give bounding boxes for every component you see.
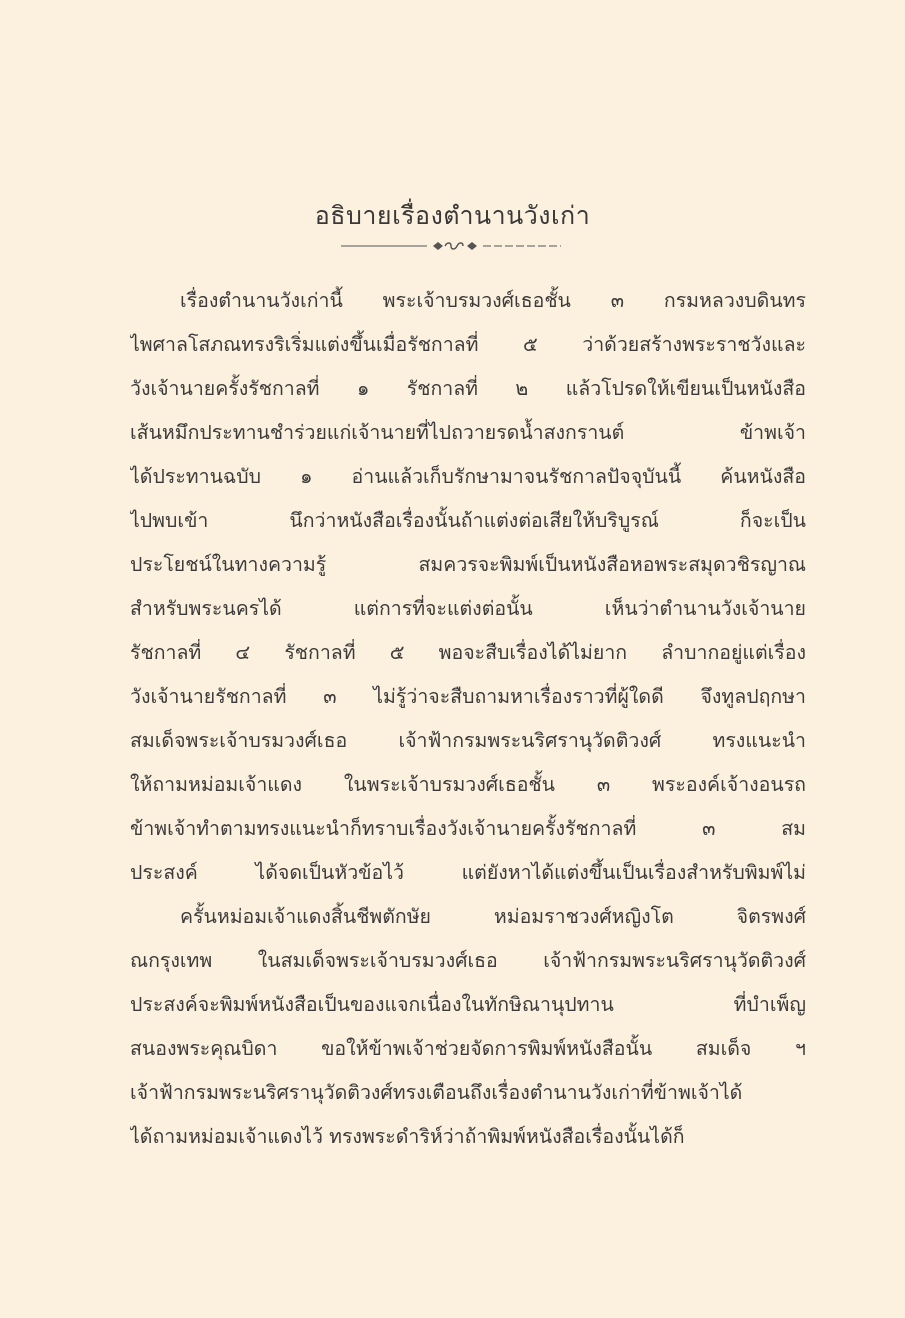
text-line: ไปพบเข้า นึกว่าหนังสือเรื่องนั้นถ้าแต่งต่อเสียให้บริบูรณ์ ก็จะเป็น — [130, 509, 806, 532]
text-line: สนองพระคุณบิดา ขอให้ข้าพเจ้าช่วยจัดการพิมพ์หนังสือนั้น สมเด็จ ฯ — [130, 1037, 806, 1060]
text-line: ประสงค์ ได้จดเป็นหัวข้อไว้ แต่ยังหาได้แต่งขึ้นเป็นเรื่องสำหรับพิมพ์ไม่ — [130, 861, 806, 884]
text-line: ได้ถามหม่อมเจ้าแดงไว้ ทรงพระดำริห์ว่าถ้าพิมพ์หนังสือเรื่องนั้นได้ก็ — [130, 1125, 685, 1148]
text-line: ประสงค์จะพิมพ์หนังสือเป็นของแจกเนื่องในทักษิณานุปทาน ที่บำเพ็ญ — [130, 993, 806, 1016]
text-line: ณกรุงเทพ ในสมเด็จพระเจ้าบรมวงศ์เธอ เจ้าฟ้ากรมพระนริศรานุวัดติวงศ์ — [130, 949, 806, 972]
text-line: ได้ประทานฉบับ ๑ อ่านแล้วเก็บรักษามาจนรัชกาลปัจจุบันนี้ ค้นหนังสือ — [130, 465, 806, 488]
text-line: ให้ถามหม่อมเจ้าแดง ในพระเจ้าบรมวงศ์เธอชั้น ๓ พระองค์เจ้างอนรถ — [130, 773, 806, 796]
text-line: รัชกาลที่ ๔ รัชกาลที่ ๕ พอจะสืบเรื่องได้ไม่ยาก ลำบากอยู่แต่เรื่อง — [130, 641, 806, 664]
text-line: วังเจ้านายครั้งรัชกาลที่ ๑ รัชกาลที่ ๒ แล้วโปรดให้เขียนเป็นหนังสือ — [130, 377, 806, 400]
page-title: อธิบายเรื่องตำนานวังเก่า — [314, 201, 591, 230]
text-line: วังเจ้านายรัชกาลที่ ๓ ไม่รู้ว่าจะสืบถามหาเรื่องราวที่ผู้ใดดี จึงทูลปฤกษา — [130, 685, 806, 708]
text-line: ครั้นหม่อมเจ้าแดงสิ้นชีพตักษัย หม่อมราชวงศ์หญิงโต จิตรพงศ์ — [180, 905, 806, 928]
title-ornament-divider — [341, 240, 561, 252]
text-line: ข้าพเจ้าทำตามทรงแนะนำก็ทราบเรื่องวังเจ้านายครั้งรัชกาลที่ ๓ สม — [130, 817, 806, 840]
text-line: เรื่องตำนานวังเก่านี้ พระเจ้าบรมวงศ์เธอชั้น ๓ กรมหลวงบดินทร — [180, 289, 806, 312]
text-line: ประโยชน์ในทางความรู้ สมควรจะพิมพ์เป็นหนังสือหอพระสมุดวชิรญาณ — [130, 553, 806, 576]
text-line: เส้นหมึกประทานชำร่วยแก่เจ้านายที่ไปถวายรดน้ำสงกรานต์ ข้าพเจ้า — [130, 421, 806, 444]
text-line: สำหรับพระนครได้ แต่การที่จะแต่งต่อนั้น เห็นว่าตำนานวังเจ้านาย — [130, 597, 806, 620]
text-line: สมเด็จพระเจ้าบรมวงศ์เธอ เจ้าฟ้ากรมพระนริศรานุวัดติวงศ์ ทรงแนะนำ — [130, 729, 806, 752]
text-line: ไพศาลโสภณทรงริเริ่มแต่งขึ้นเมื่อรัชกาลที่ ๕ ว่าด้วยสร้างพระราชวังและ — [130, 333, 806, 356]
text-line: เจ้าฟ้ากรมพระนริศรานุวัดติวงศ์ทรงเตือนถึงเรื่องตำนานวังเก่าที่ข้าพเจ้าได้ — [130, 1081, 743, 1104]
